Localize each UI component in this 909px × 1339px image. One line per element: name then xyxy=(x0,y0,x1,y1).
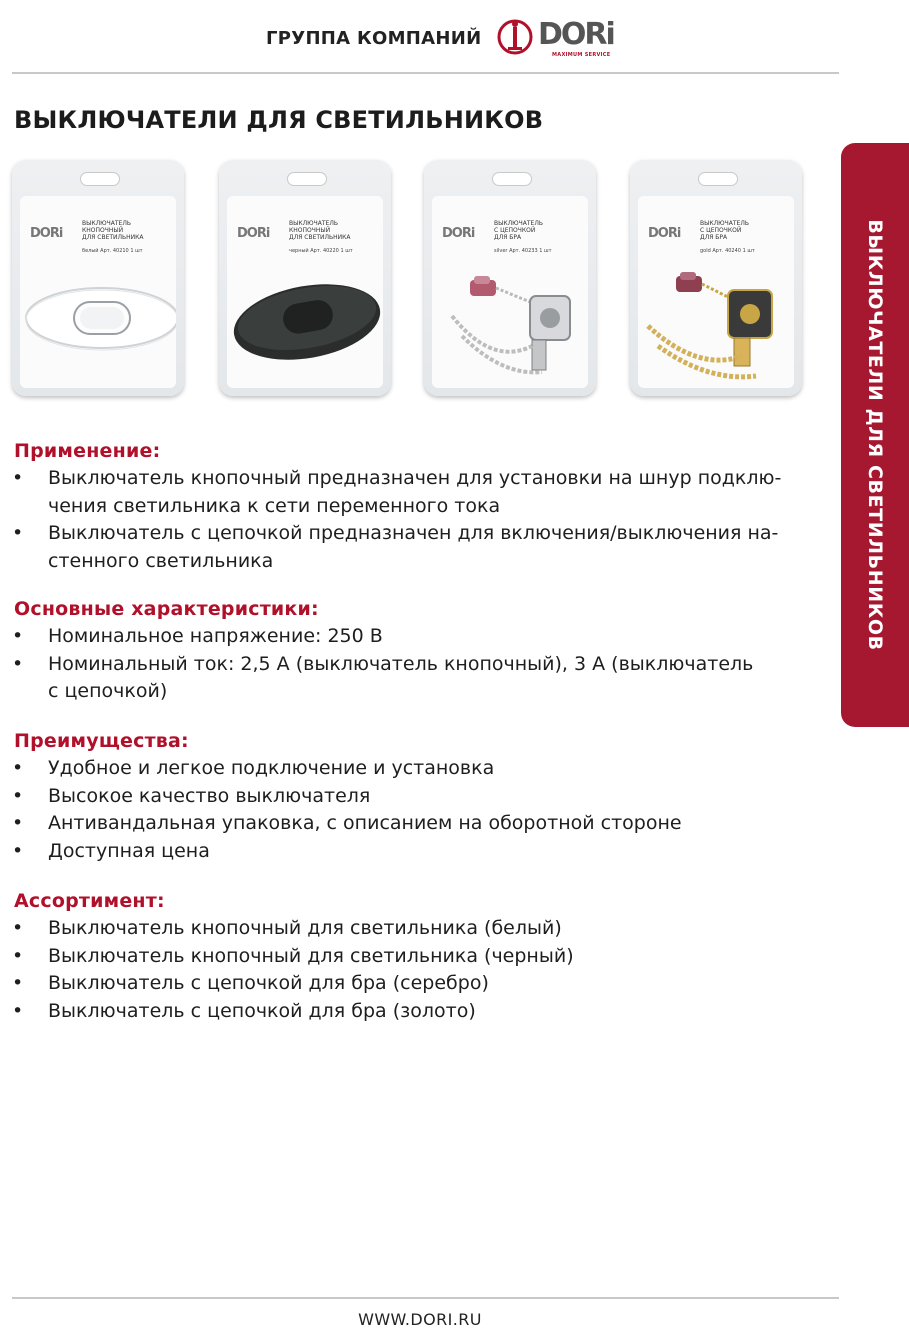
list-item: • Номинальный ток: 2,5 А (выключатель кнопочный), 3 А (выключатель xyxy=(12,652,754,675)
company-group-label: ГРУППА КОМПАНИЙ xyxy=(266,28,482,49)
list-item: • Удобное и легкое подключение и установка xyxy=(12,757,495,779)
assortment-list xyxy=(0,915,820,1025)
package-label: ВЫКЛЮЧАТЕЛЬ КНОПОЧНЫЙ ДЛЯ СВЕТИЛЬНИКА xyxy=(82,220,144,241)
list-item-continuation: с цепочкой) xyxy=(48,680,168,702)
package-article: белый Арт. 40210 1 шт xyxy=(82,248,143,254)
footer-website-link[interactable]: WWW.DORI.RU xyxy=(358,1310,482,1329)
section-heading-assortment: Ассортимент: xyxy=(14,890,165,912)
hang-hole xyxy=(287,172,327,186)
list-item-continuation: стенного светильника xyxy=(48,549,274,572)
package-label: ВЫКЛЮЧАТЕЛЬ КНОПОЧНЫЙ ДЛЯ СВЕТИЛЬНИКА xyxy=(289,220,351,241)
hang-hole xyxy=(492,172,532,186)
package-brand: DORi xyxy=(237,226,270,241)
page-title: ВЫКЛЮЧАТЕЛИ ДЛЯ СВЕТИЛЬНИКОВ xyxy=(14,106,544,134)
logo-tagline: MAXIMUM SERVICE xyxy=(552,52,611,58)
silver-chain-switch-image xyxy=(432,196,588,388)
package-article: gold Арт. 40240 1 шт xyxy=(700,248,755,254)
header-divider xyxy=(12,72,839,74)
list-item: • Выключатель с цепочкой для бра (золото) xyxy=(12,999,476,1022)
list-item: • Выключатель с цепочкой для бра (серебро) xyxy=(12,972,489,994)
list-item: • Выключатель кнопочный для светильника (черный) xyxy=(12,944,574,967)
dori-logo xyxy=(496,14,614,62)
hang-hole xyxy=(80,172,120,186)
white-button-switch-image xyxy=(20,196,176,388)
list-item: • Доступная цена xyxy=(12,839,210,862)
application-list xyxy=(0,465,820,575)
hang-hole xyxy=(698,172,738,186)
black-button-switch-image xyxy=(227,196,383,388)
side-category-label: ВЫКЛЮЧАТЕЛИ ДЛЯ СВЕТИЛЬНИКОВ xyxy=(864,219,886,651)
package-brand: DORi xyxy=(442,226,475,241)
product-card-gold-chain-switch xyxy=(630,160,802,396)
package-label: ВЫКЛЮЧАТЕЛЬ С ЦЕПОЧКОЙ ДЛЯ БРА xyxy=(700,220,749,241)
package-article: silver Арт. 40233 1 шт xyxy=(494,248,552,254)
footer-divider xyxy=(12,1297,839,1299)
advantages-list xyxy=(0,755,820,865)
package-brand: DORi xyxy=(648,226,681,241)
section-heading-advantages: Преимущества: xyxy=(14,730,189,752)
list-item-continuation: чения светильника к сети переменного тока xyxy=(48,494,501,517)
logo-wordmark: DORi xyxy=(538,17,614,52)
list-item: • Номинальное напряжение: 250 В xyxy=(12,625,383,647)
product-card-white-button-switch xyxy=(12,160,184,396)
list-item: • Выключатель с цепочкой предназначен для включения/выключения на- xyxy=(12,522,779,544)
package-label: ВЫКЛЮЧАТЕЛЬ С ЦЕПОЧКОЙ ДЛЯ БРА xyxy=(494,220,543,241)
list-item: • Высокое качество выключателя xyxy=(12,784,371,807)
product-card-black-button-switch xyxy=(219,160,391,396)
list-item: • Выключатель кнопочный для светильника (белый) xyxy=(12,917,562,939)
gold-chain-switch-image xyxy=(638,196,794,388)
product-card-silver-chain-switch xyxy=(424,160,596,396)
specs-list xyxy=(0,623,820,706)
section-heading-application: Применение: xyxy=(14,440,161,462)
section-heading-specs: Основные характеристики: xyxy=(14,598,319,620)
list-item: • Антивандальная упаковка, с описанием на оборотной стороне xyxy=(12,812,682,834)
product-gallery xyxy=(12,160,822,400)
list-item: • Выключатель кнопочный предназначен для установки на шнур подклю- xyxy=(12,467,782,489)
package-brand: DORi xyxy=(30,226,63,241)
dori-emblem-icon xyxy=(496,14,538,60)
package-article: черный Арт. 40220 1 шт xyxy=(289,248,353,254)
